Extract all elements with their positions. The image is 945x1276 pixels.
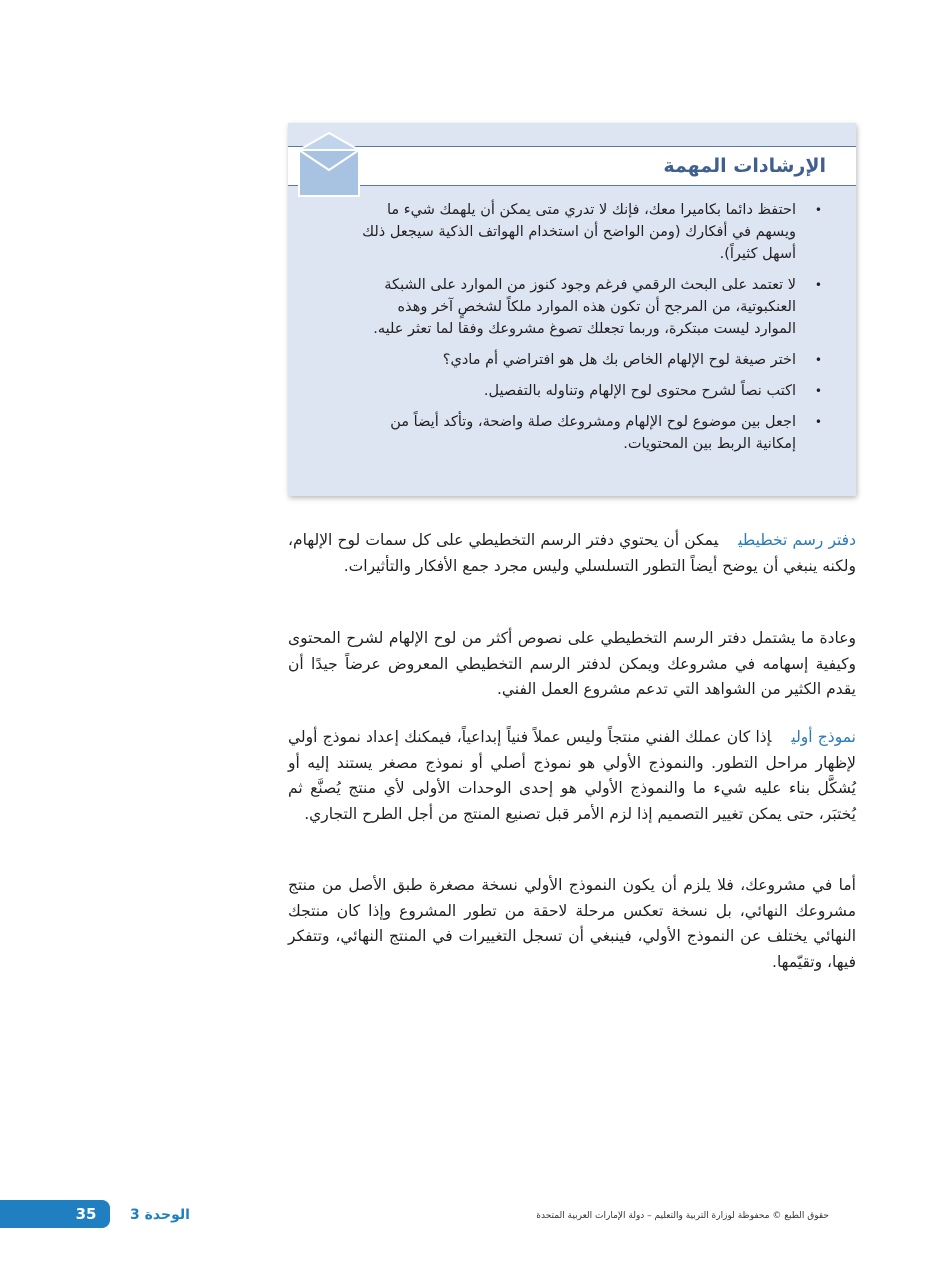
prototype-paragraph bbox=[288, 725, 856, 827]
bullet-icon: • bbox=[814, 415, 822, 429]
tips-header bbox=[288, 146, 856, 186]
tip-text: لا تعتمد على البحث الرقمي فرغم وجود كنوز من الموارد على الشبكة العنكبوتية، من المرجح أن تكون هذه الموارد ملكاً لشخصٍ آخر وهذه الموارد ليست مبتكرة، وربما تجعلك تصوغ مشروعك وفقا لما تعثر عليه. bbox=[373, 277, 796, 337]
sketchbook-paragraph bbox=[288, 528, 856, 579]
tips-list bbox=[354, 199, 824, 464]
important-tips-box bbox=[288, 123, 856, 496]
prototype-term: نموذج أولي bbox=[791, 728, 856, 746]
bullet-icon: • bbox=[814, 353, 822, 367]
envelope-icon bbox=[297, 132, 361, 198]
tip-item bbox=[354, 349, 824, 371]
tip-item bbox=[354, 411, 824, 455]
bullet-icon: • bbox=[814, 203, 822, 217]
bullet-icon: • bbox=[814, 384, 822, 398]
tip-text: اكتب نصاً لشرح محتوى لوح الإلهام وتناوله بالتفصيل. bbox=[483, 383, 796, 399]
prototype-text: إذا كان عملك الفني منتجاً وليس عملاً فنياً إبداعياً، فيمكنك إعداد نموذج أولي لإظهار مراحل التطور. والنموذج الأولي هو نموذج أصلي أو نموذج مصغر يستند إليه أو يُشكَّل بناء عليه شيء ما والنموذج الأولي هو إحدى الوحدات الأولى لأي منتج يُصنَّع ثم يُختبَر، حتى يمكن تغيير التصميم إذا لزم الأمر قبل تصنيع المنتج من أجل الطرح التجاري. bbox=[288, 728, 856, 823]
sketchbook-term: دفتر رسم تخطيطي bbox=[738, 531, 856, 549]
tip-text: اجعل بين موضوع لوح الإلهام ومشروعك صلة واضحة، وتأكد أيضاً من إمكانية الربط بين المحتويات. bbox=[390, 414, 796, 452]
tip-item bbox=[354, 380, 824, 402]
sketchbook-text: يمكن أن يحتوي دفتر الرسم التخطيطي على كل سمات لوح الإلهام، ولكنه ينبغي أن يوضح أيضاً التطور التسلسلي وليس مجرد جمع الأفكار والتأثيرات. bbox=[288, 531, 856, 575]
page-number-tab bbox=[0, 1200, 110, 1228]
page-number: 35 bbox=[75, 1205, 97, 1223]
tip-text: احتفظ دائما بكاميرا معك، فإنك لا تدري متى يمكن أن يلهمك شيء ما ويسهم في أفكارك (ومن الواضح أن استخدام الهواتف الذكية سيجعل ذلك أسهل كثيراً). bbox=[362, 202, 796, 262]
tips-title: الإرشادات المهمة bbox=[663, 155, 826, 177]
tip-text: اختر صيغة لوح الإلهام الخاص بك هل هو افتراضي أم مادي؟ bbox=[442, 352, 796, 368]
bullet-icon: • bbox=[814, 278, 822, 292]
sketchbook-paragraph-2: وعادة ما يشتمل دفتر الرسم التخطيطي على نصوص أكثر من لوح الإلهام لشرح المحتوى وكيفية إسهامه في مشروعك ويمكن لدفتر الرسم التخطيطي المعروض عرضاً جيدًا أن يقدم الكثير من الشواهد التي تدعم مشروع العمل الفني. bbox=[288, 629, 856, 698]
unit-label: الوحدة 3 bbox=[130, 1207, 190, 1223]
tip-item bbox=[354, 199, 824, 265]
tip-item bbox=[354, 274, 824, 340]
prototype-paragraph-2: أما في مشروعك، فلا يلزم أن يكون النموذج الأولي نسخة مصغرة طبق الأصل من منتج مشروعك النهائي، بل نسخة تعكس مرحلة لاحقة من تطور المشروع وإذا كان منتجك النهائي يختلف عن النموذج الأولي، فينبغي أن تسجل التغييرات في المنتج النهائي، وتتفكر فيها، وتقيّمها. bbox=[288, 876, 856, 971]
copyright-notice: حقوق الطبع © محفوظة لوزارة التربية والتعليم – دولة الإمارات العربية المتحدة bbox=[536, 1211, 829, 1221]
